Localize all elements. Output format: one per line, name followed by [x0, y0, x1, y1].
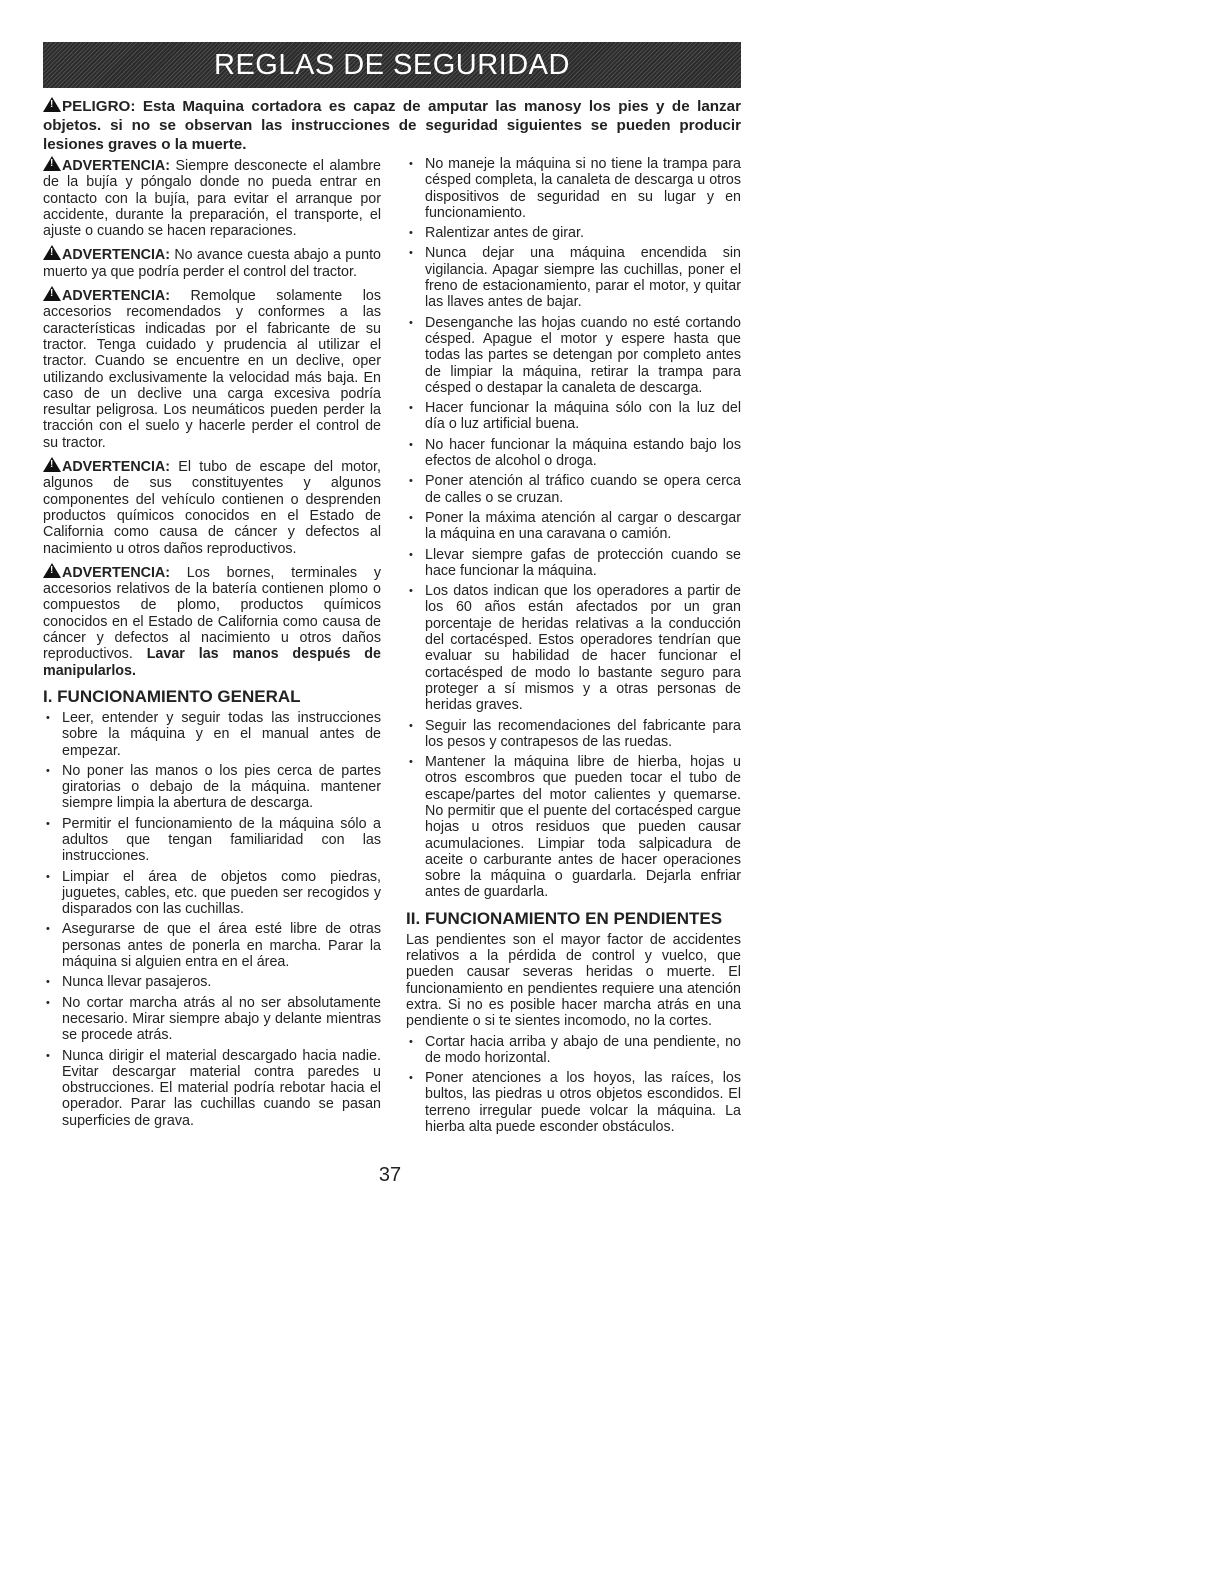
list-item: • No maneje la máquina si no tiene la trampa para césped completa, la canaleta de descarga u otros dispositivos de seguridad en su lugar y en funcionamiento. — [406, 156, 741, 221]
list-item: • No poner las manos o los pies cerca de partes giratorias o debajo de la máquina. mantener siempre limpia la abertura de descarga. — [43, 763, 381, 812]
warning-label: ADVERTENCIA: — [62, 564, 171, 581]
warning-triangle-icon — [43, 457, 61, 472]
list-item: • Seguir las recomendaciones del fabricante para los pesos y contrapesos de las ruedas. — [406, 718, 741, 751]
list-item: • Llevar siempre gafas de protección cuando se hace funcionar la máquina. — [406, 547, 741, 580]
warning-block — [43, 457, 381, 557]
bullet-list — [406, 1034, 741, 1136]
list-item: • Hacer funcionar la máquina sólo con la luz del día o luz artificial buena. — [406, 400, 741, 433]
left-column — [43, 156, 381, 1133]
list-item: • Poner la máxima atención al cargar o descargar la máquina en una caravana o camión. — [406, 510, 741, 543]
list-item: • Limpiar el área de objetos como piedras, juguetes, cables, etc. que pueden ser recogidos y disparados con las cuchillas. — [43, 869, 381, 918]
warning-triangle-icon — [43, 156, 61, 171]
bullet-list — [43, 710, 381, 1129]
list-item: • No hacer funcionar la máquina estando bajo los efectos de alcohol o droga. — [406, 437, 741, 470]
warning-block — [43, 563, 381, 679]
list-item: • Ralentizar antes de girar. — [406, 225, 741, 241]
warning-text: Siempre desconecte el alambre de la bujía y póngalo donde no pueda entrar en contacto con la bujía, para evitar el arranque por accidente, durante la preparación, el transporte, el ajuste o cuando se hacen reparaciones. — [43, 158, 381, 240]
warning-label: ADVERTENCIA: — [62, 247, 171, 264]
section-intro: Las pendientes son el mayor factor de accidentes relativos a la pérdida de control y vuelco, que pueden causar severas heridas o muerte. El funcionamiento en pendientes requiere una atención extra. Si no es posible hacer marcha atrás en una pendiente o si te sientes incomodo, no la cortes. — [406, 931, 741, 1030]
list-item: • Nunca dejar una máquina encendida sin vigilancia. Apagar siempre las cuchillas, poner el freno de estacionamiento, parar el motor, y quitar las llaves antes de bajar. — [406, 245, 741, 310]
section-heading: I. FUNCIONAMIENTO GENERAL — [43, 686, 301, 706]
list-item: • Asegurarse de que el área esté libre de otras personas antes de ponerla en marcha. Parar la máquina si alguien entra en el área. — [43, 921, 381, 970]
list-item: • Poner atenciones a los hoyos, las raíces, los bultos, las piedras u otros objetos escondidos. El terreno irregular puede volcar la máquina. La hierba alta puede esconder obstáculos. — [406, 1070, 741, 1135]
list-item: • No cortar marcha atrás al no ser absolutamente necesario. Mirar siempre abajo y delante mientras se procede atrás. — [43, 995, 381, 1044]
list-item: • Poner atención al tráfico cuando se opera cerca de calles o se cruzan. — [406, 473, 741, 506]
list-item: • Los datos indican que los operadores a partir de los 60 años están afectados por un gran porcentaje de heridas relativas a la conducción del cortacésped. Estos operadores tendrían que evaluar su habilidad de hacer funcionar el cortacésped de modo lo bastante seguro para proteger a sí mismos y a otras personas de heridas graves. — [406, 583, 741, 713]
warning-block — [43, 286, 381, 451]
warning-text: El tubo de escape del motor, algunos de sus constituyentes y algunos componentes del vehículo contienen o desprenden productos químicos conocidos en el Estado de California como causa de cáncer y defectos al nacimiento u otros daños reproductivos. — [43, 459, 381, 557]
page-title: REGLAS DE SEGURIDAD — [214, 48, 570, 81]
list-item: • Permitir el funcionamiento de la máquina sólo a adultos que tengan familiaridad con las instrucciones. — [43, 816, 381, 865]
warning-triangle-icon — [43, 245, 61, 260]
warning-label: ADVERTENCIA: — [62, 459, 171, 476]
section-heading: II. FUNCIONAMIENTO EN PENDIENTES — [406, 908, 723, 928]
warning-bold-tail: Lavar las manos después de manipularlos. — [43, 646, 381, 679]
list-item: • Cortar hacia arriba y abajo de una pendiente, no de modo horizontal. — [406, 1034, 741, 1067]
list-item: • Leer, entender y seguir todas las instrucciones sobre la máquina y en el manual antes de empezar. — [43, 710, 381, 759]
warning-block — [43, 245, 381, 280]
warning-triangle-icon — [43, 563, 61, 578]
danger-text: PELIGRO: Esta Maquina cortadora es capaz de amputar las manosy los pies y de lanzar objetos. si no se observan las instrucciones de seguridad siguientes se pueden producir lesiones graves o la muerte. — [43, 98, 741, 153]
list-item: • Nunca llevar pasajeros. — [43, 974, 381, 990]
warning-label: ADVERTENCIA: — [62, 288, 171, 305]
list-item: • Desenganche las hojas cuando no esté cortando césped. Apague el motor y espere hasta que todas las partes se detengan por completo antes de limpiar la máquina, retirar la trampa para césped o destapar la canaleta de descarga. — [406, 315, 741, 396]
warning-text: Remolque solamente los accesorios recomendados y conformes a las características indicadas por el fabricante de su tractor. Tenga cuidado y prudencia al utilizar el tractor. Cuando se encuentre en un declive, oper utilizando exclusivamente la velocidad más baja. En caso de un declive una carga excesiva podría resultar peligrosa. Los neumáticos pueden perder la tracción con el suelo y hacerle perder el control de su tractor. — [43, 288, 381, 451]
danger-notice — [43, 97, 741, 154]
page-number: 37 — [378, 1164, 402, 1186]
section-header-banner — [43, 42, 741, 88]
warning-triangle-icon — [43, 286, 61, 301]
list-item: • Mantener la máquina libre de hierba, hojas u otros escombros que pueden tocar el tubo de escape/partes del motor calientes y quemarse. No permitir que el puente del cortacésped cargue hojas u otros residuos que pueden causar acumulaciones. Limpiar toda salpicadura de aceite o carburante antes de hacer operaciones sobre la máquina o guardarla. Dejarla enfriar antes de guardarla. — [406, 754, 741, 901]
right-column — [406, 156, 741, 1139]
warning-text: No avance cuesta abajo a punto muerto ya que podría perder el control del tractor. — [43, 247, 381, 280]
warning-block — [43, 156, 381, 239]
warning-label: ADVERTENCIA: — [62, 158, 171, 174]
list-item: • Nunca dirigir el material descargado hacia nadie. Evitar descargar material contra paredes u obstrucciones. El material podría rebotar hacia el operador. Parar las cuchillas cuando se pasan superficies de grava. — [43, 1048, 381, 1129]
warning-text: Los bornes, terminales y accesorios relativos de la batería contienen plomo o compuestos de plomo, productos químicos conocidos en el Estado de California como causa de cáncer y defectos al nacimiento u otros daños reproductivos. — [43, 564, 381, 663]
bullet-list — [406, 156, 741, 901]
warning-triangle-icon — [43, 97, 61, 112]
